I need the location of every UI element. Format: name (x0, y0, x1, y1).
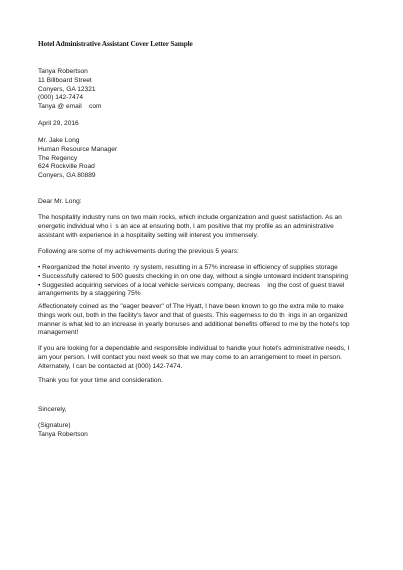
recipient-company: The Regency (38, 154, 78, 162)
recipient-address (38, 137, 370, 181)
document-title: Hotel Administrative Assistant Cover Letter Sample (38, 39, 193, 48)
letter-date: April 29, 2016 (38, 120, 79, 127)
recipient-city: Conyers, GA 80889 (38, 172, 96, 179)
sender-city: Conyers, GA 12321 (38, 85, 96, 93)
salutation: Dear Mr. Long: (38, 198, 82, 205)
thanks-line: Thank you for your time and consideration. (38, 377, 163, 384)
signature-block (38, 422, 370, 440)
sender-name: Tanya Robertson (38, 68, 88, 75)
paragraph-contact: If you are looking for a dependable and responsible individual to handle your hotel's administrative needs, I am your person. I will contact you next week so that we may come to an arrangement to meet in person. Alternately, I can be contacted at (000) 142-7474. (38, 345, 350, 370)
signer-name: Tanya Robertson (38, 430, 88, 438)
list-item: • Reorganized the hotel invento ry system, resulting in a 57% increase in efficiency of supplies storage (38, 264, 338, 271)
signature: (Signature) (38, 422, 71, 429)
paragraph-intro: The hospitality industry runs on two main rocks, which include organization and guest satisfaction. As an energetic individual who i s an ace at ensuring both, I am positive that my profile as an administrative assistant with experience in a hospitality setting will interest you immensely. (38, 214, 342, 239)
recipient-street: 624 Rockville Road (38, 163, 95, 171)
achievements-list (38, 264, 370, 299)
recipient-name: Mr. Jake Long (38, 137, 80, 144)
sender-street: 11 Billboard Street (38, 76, 92, 84)
sender-address (38, 68, 370, 112)
list-item: • Suggested acquiring services of a local vehicle services company, decreas ing the cost of guest travel (38, 281, 345, 289)
achievements-intro: Following are some of my achievements during the previous 5 years: (38, 248, 239, 255)
list-item: • Successfully catered to 500 guests checking in on one day, without a single untoward incident transpiring (38, 272, 349, 280)
recipient-title: Human Resource Manager (38, 145, 118, 153)
paragraph-eager-beaver: Affectionately coined as the "eager beaver" of The Hyatt, I have been known to go the extra mile to make things work out, both in the facility's favor and that of guests. This eagerness to do th ings in an organized manner is what led to an increase in yearly bonuses and additional benefits offered to me by the hotel's top management! (38, 303, 350, 337)
closing: Sincerely, (38, 406, 67, 413)
list-item: arrangements by a staggering 75% (38, 290, 141, 298)
sender-email: Tanya @ email com (38, 103, 102, 110)
sender-phone: (000) 142-7474 (38, 94, 84, 102)
